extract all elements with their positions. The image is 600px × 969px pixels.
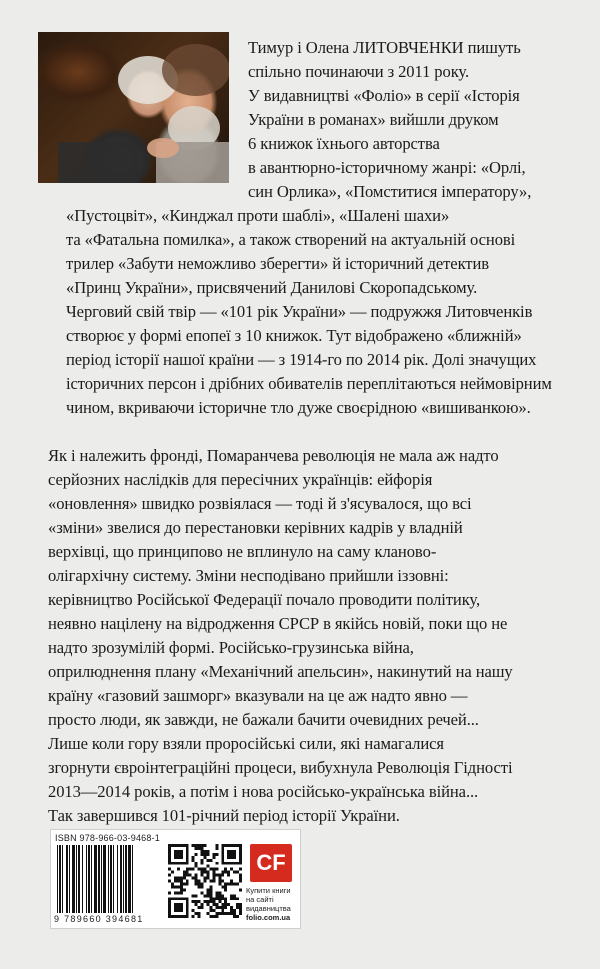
text-line: трилер «Забути неможливо зберегти» й історичний детектив	[66, 254, 489, 273]
qr-code-icon	[168, 844, 242, 918]
text-line: в авантюрно-історичному жанрі: «Орлі,	[248, 158, 526, 177]
text-line: син Орлика», «Помститися імператору»,	[248, 182, 532, 201]
barcode-icon	[55, 845, 161, 913]
body-paragraph	[48, 444, 570, 828]
text-line: історичних персон і дрібних обивателів переплітаються неймовірним	[66, 374, 552, 393]
authors-photo-art	[38, 32, 229, 183]
text-line: спільно починаючи з 2011 року.	[248, 62, 470, 81]
text-line: керівництво Російської Федерації почало проводити політику,	[48, 590, 481, 609]
text-line: Як і належить фронді, Помаранчева революція не мала аж надто	[48, 446, 499, 465]
text-line: верхівці, що принципово не вплинуло на саму клановo-	[48, 542, 437, 561]
isbn-label: ISBN 978-966-03-9468-1	[55, 833, 160, 843]
text-line: країну «газовий зашморг» вказували на це аж надто явно —	[48, 686, 468, 705]
text-line: неявно націлену на відродження СРСР в якійсь новій, поки що не	[48, 614, 508, 633]
barcode-digits: 9 789660 394681	[54, 914, 144, 924]
text-line: оприлюднення плану «Механічний апельсин», накинутий на нашу	[48, 662, 513, 681]
text-line: серйозних наслідків для пересічних українців: ейфорія	[48, 470, 433, 489]
text-line: Черговий свій твір — «101 рік України» — подружжя Литовченків	[66, 302, 533, 321]
text-line: 6 книжок їхнього авторства	[248, 134, 440, 153]
text-line: України в романах» вийшли друком	[248, 110, 499, 129]
barcode-panel	[50, 829, 301, 929]
text-line: Тимур і Олена ЛИТОВЧЕНКИ пишуть	[248, 38, 521, 57]
text-line: «Пустоцвіт», «Кинджал проти шаблі», «Шалені шахи»	[66, 206, 450, 225]
text-line: просто люди, як завжди, не бажали бачити очевидних речей...	[48, 710, 479, 729]
text-line: Так завершився 101-річний період історії України.	[48, 806, 400, 825]
buy-url: folio.com.ua	[246, 913, 291, 922]
text-line: «зміни» звелися до перестановки керівних кадрів у владній	[48, 518, 463, 537]
text-line: чином, вкриваючи історичне тло дуже своєрідною «вишиванкою».	[66, 398, 531, 417]
continuation-paragraph	[66, 204, 586, 420]
text-line: «Принц України», присвячений Данилові Скоропадському.	[66, 278, 478, 297]
text-line: «оновлення» швидко розвіялася — тоді й з'ясувалося, що всі	[48, 494, 472, 513]
text-line: період історії нашої країни — з 1914-го по 2014 рік. Долі значущих	[66, 350, 537, 369]
text-line: згорнути євроінтеграційні процеси, вибухнула Революція Гідності	[48, 758, 513, 777]
text-line: олігархічну систему. Зміни несподівано прийшли іззовні:	[48, 566, 449, 585]
publisher-logo: CF	[250, 844, 292, 882]
intro-paragraph	[248, 36, 566, 204]
text-line: та «Фатальна помилка», а також створений на актуальній основі	[66, 230, 516, 249]
buy-line: на сайті	[246, 895, 274, 904]
text-line: У видавництві «Фоліо» в серії «Історія	[248, 86, 520, 105]
text-line: Лише коли гору взяли проросійські сили, які намагалися	[48, 734, 444, 753]
text-line: 2013—2014 років, а потім і нова російсько-українська війна...	[48, 782, 479, 801]
buy-online-note	[246, 886, 298, 922]
text-line: надто зрозумілій формі. Російсько-грузинська війна,	[48, 638, 414, 657]
buy-line: Купити книги	[246, 886, 291, 895]
authors-photo	[38, 32, 229, 183]
buy-line: видавництва	[246, 904, 291, 913]
text-line: створює у формі епопеї з 10 книжок. Тут відображено «ближній»	[66, 326, 522, 345]
